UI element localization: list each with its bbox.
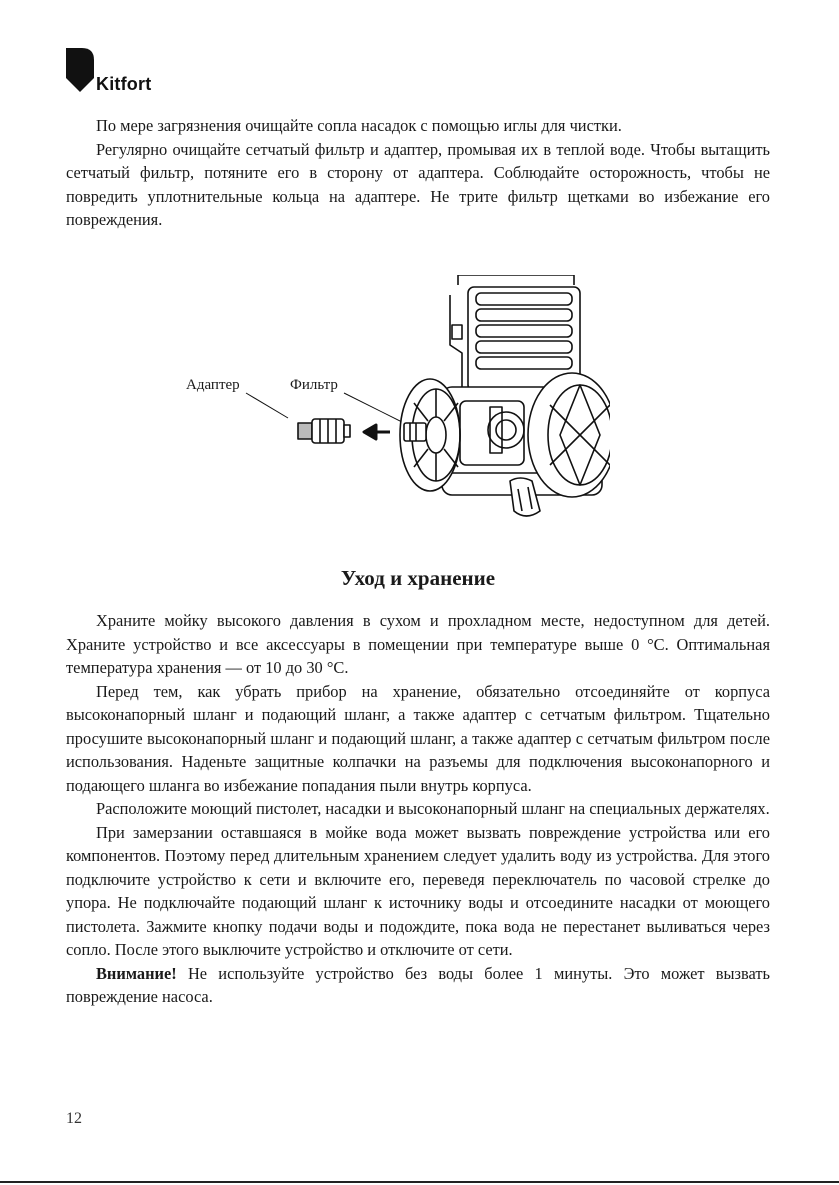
adapter-part — [298, 419, 350, 443]
warning-text: Не используйте устройство без воды более 1 минуты. Это может вызвать повреждение насоса. — [66, 963, 770, 1006]
intro-paragraph: Регулярно очищайте сетчатый фильтр и адаптер, промывая их в теплой воде. Чтобы вытащить сетчатый фильтр, потяните его в сторону от адаптера. Соблюдайте осторожность, чтобы не повредить уплотнительные кольца на адаптере. Не трите фильтр щетками во избежание его повреждения. — [66, 139, 770, 229]
filter-label: Фильтр — [290, 377, 338, 393]
pressure-washer-drawing — [180, 275, 610, 535]
warning-paragraph — [66, 962, 770, 1009]
brand-name: Kitfort — [96, 74, 152, 94]
section-title: Уход и хранение — [340, 566, 496, 590]
brand-logo — [66, 48, 186, 94]
filter-removal-illustration — [180, 275, 610, 535]
warning-label: Внимание! — [96, 963, 177, 983]
kitfort-logo-icon — [66, 48, 94, 92]
page-number: 12 — [66, 1110, 82, 1127]
body-paragraph: Храните мойку высокого давления в сухом и прохладном месте, недоступном для детей. Храните устройство и все аксессуары в помещении при температуре выше 0 °С. Оптимальная температура хранения — от 10 до 30 °С. — [66, 611, 770, 677]
section-body — [66, 609, 770, 1009]
bottom-divider — [0, 1181, 839, 1183]
intro-paragraph: По мере загрязнения очищайте сопла насадок с помощью иглы для чистки. — [96, 116, 622, 135]
body-paragraph: Перед тем, как убрать прибор на хранение, обязательно отсоединяйте от корпуса высоконапорный шланг и подающий шланг, а также адаптер с сетчатым фильтром. Тщательно просушите высоконапорный шланг и подающий шланг, а также адаптер с сетчатым фильтром после использования. Наденьте защитные колпачки на разъемы для подключения высоконапорного и подающего шланга во избежание попадания пыли внутрь корпуса. — [66, 681, 770, 795]
body-paragraph: При замерзании оставшаяся в мойке вода может вызвать повреждение устройства или его компонентов. Поэтому перед длительным хранением следует удалить воду из устройства. Для этого подключите устройство к сети и включите его, переведя переключатель по часовой стрелке до упора. Не подключайте подающий шланг к источнику воды и отсоедините насадки от моющего пистолета. Зажмите кнопку подачи воды и подождите, пока вода не перестанет выливаться через сопло. После этого выключите устройство и отключите от сети. — [66, 822, 770, 959]
body-paragraph: Расположите моющий пистолет, насадки и высоконапорный шланг на специальных держателях. — [96, 799, 770, 818]
intro-text — [66, 114, 770, 232]
right-wheel — [528, 373, 610, 497]
adapter-label: Адаптер — [186, 377, 240, 393]
